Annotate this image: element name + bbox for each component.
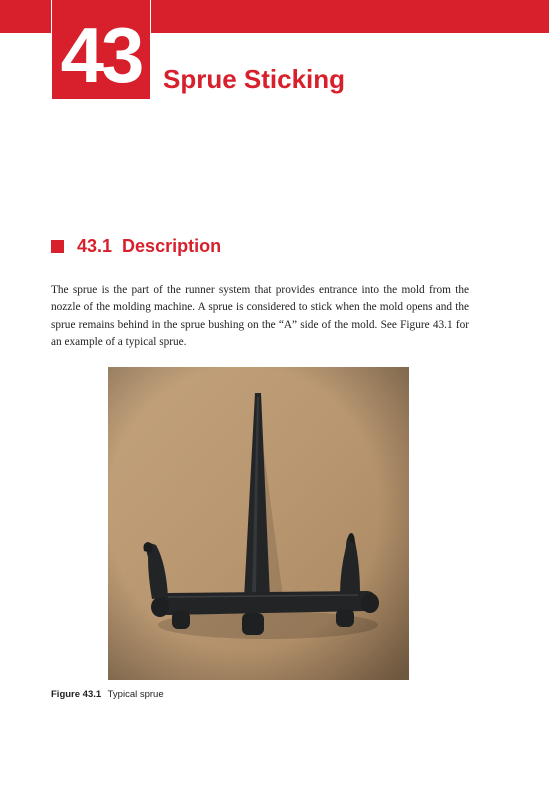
- figure-caption-text: Typical sprue: [107, 689, 164, 700]
- figure-label: Figure 43.1: [51, 689, 102, 700]
- body-paragraph: The sprue is the part of the runner system that provides entrance into the mold from the nozzle of the molding machine. A sprue is considered to stick when the mold opens and the sprue remains behind in the sprue bushing on the “A” side of the mold. See Figure 43.1 for an example of a typical sprue.: [51, 284, 469, 348]
- figure-image: [108, 367, 409, 680]
- section-heading: [51, 236, 221, 257]
- sprue-photo: [108, 367, 409, 680]
- chapter-number: 43: [60, 11, 142, 99]
- section-number: 43.1: [77, 236, 113, 256]
- figure-caption: [51, 689, 164, 700]
- section-bullet-icon: [51, 240, 64, 253]
- chapter-title: Sprue Sticking: [163, 64, 346, 94]
- section-title: Description: [122, 236, 222, 256]
